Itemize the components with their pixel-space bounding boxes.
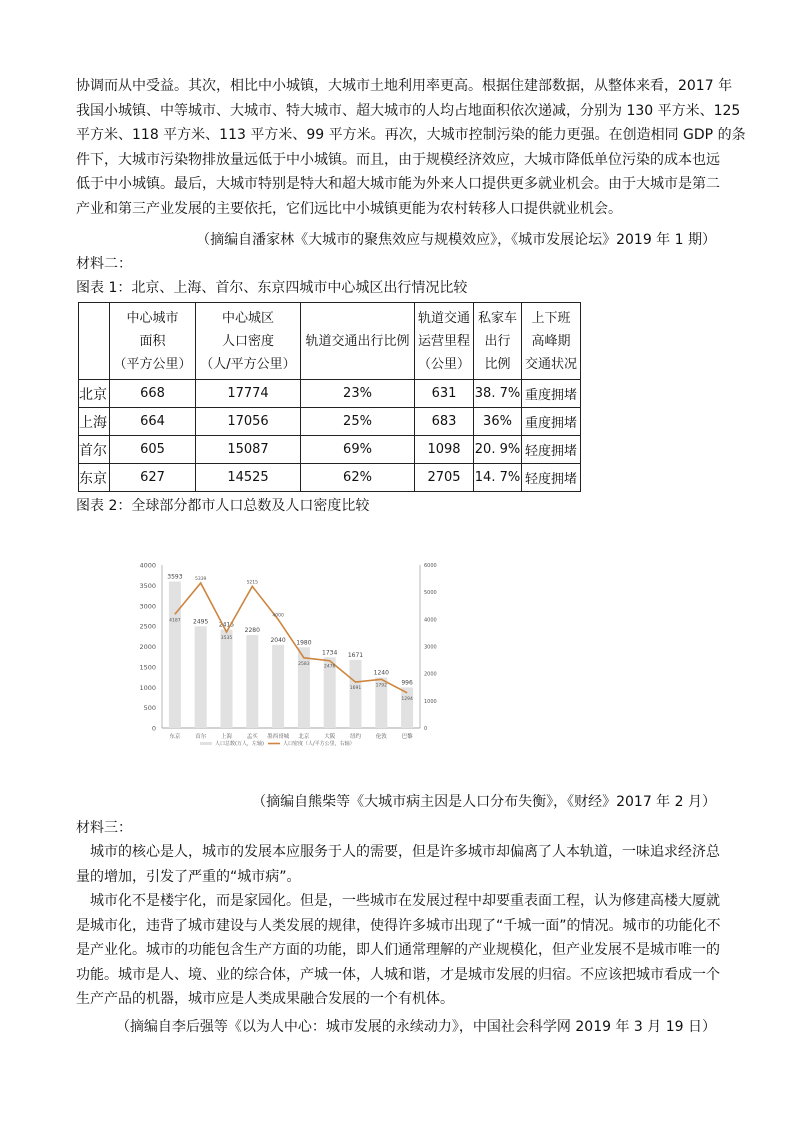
header-cell: 轨道交通出行比例 <box>301 303 415 380</box>
y-tick-right: 2000 <box>424 671 437 678</box>
bar-value-label: 2280 <box>244 627 260 635</box>
population-density-chart <box>128 555 448 747</box>
material-three-source: （摘编自李后强等《以为人中心：城市发展的永续动力》，中国社会科学网 2019 年 3 月 19 日） <box>115 1019 716 1035</box>
table-cell: 36% <box>474 408 522 436</box>
city-cell: 东京 <box>79 464 110 492</box>
bar <box>246 635 258 728</box>
x-tick-label: 巴黎 <box>401 734 413 740</box>
table-row <box>79 464 581 492</box>
y-tick-left: 1000 <box>139 683 156 692</box>
bar-value-label: 1240 <box>373 669 389 677</box>
line-value-label: 5215 <box>246 580 259 586</box>
bar <box>221 630 233 728</box>
y-tick-left: 4000 <box>139 561 156 570</box>
table-cell: 23% <box>301 380 415 408</box>
text-line: 件下，大城市污染物排放量远低于中小城镇。而且，由于规模经济效应，大城市降低单位污染的成本也远 <box>76 151 720 168</box>
table-cell: 605 <box>110 436 196 464</box>
table-cell: 69% <box>301 436 415 464</box>
table-cell: 668 <box>110 380 196 408</box>
table-cell: 62% <box>301 464 415 492</box>
table-cell: 1098 <box>415 436 474 464</box>
x-tick-label: 北京 <box>298 734 310 740</box>
text-line: 平方米、118 平方米、113 平方米、99 平方米。再次，大城市控制污染的能力更强。在创造相同 GDP 的条 <box>76 127 746 144</box>
text-line: 是产业化。城市的功能包含生产方面的功能，即人们通常理解的产业规模化，但产业发展不是城市唯一的 <box>76 942 720 959</box>
line-value-label: 1792 <box>375 683 388 689</box>
y-tick-right: 3000 <box>424 644 437 651</box>
y-tick-right: 1000 <box>424 698 437 705</box>
city-cell: 北京 <box>79 380 110 408</box>
bar <box>195 626 207 728</box>
text-line: 协调而从中受益。其次，相比中小城镇，大城市土地利用率更高。根据住建部数据，从整体来看，2017 年 <box>76 78 733 94</box>
table-cell: 14525 <box>196 464 301 492</box>
bar-value-label: 1671 <box>347 651 364 659</box>
text-line: 功能。城市是人、境、业的综合体，产城一体，人城和谐，才是城市发展的归宿。不应该把城市看成一个 <box>76 966 720 983</box>
header-cell: 中心城市 面积 （平方公里） <box>110 303 196 380</box>
y-tick-right: 4000 <box>424 617 437 624</box>
header-cell: 私家车 出行 比例 <box>474 303 522 380</box>
table-cell: 25% <box>301 408 415 436</box>
table-cell: 20. 9% <box>474 436 522 464</box>
y-tick-left: 3000 <box>139 602 156 611</box>
bar-value-label: 2495 <box>193 618 209 626</box>
density-line <box>175 583 407 693</box>
text-line: 我国小城镇、中等城市、大城市、特大城市、超大城市的人均占地面积依次递减，分别为 130 平方米、125 <box>76 102 741 119</box>
text-line: 低于中小城镇。最后，大城市特别是特大和超大城市能为外来人口提供更多就业机会。由于大城市是第二 <box>76 176 720 193</box>
table-cell: 664 <box>110 408 196 436</box>
text-line: 城市化不是楼宇化，而是家园化。但是，一些城市在发展过程中却要重表面工程，认为修建高楼大厦就 <box>90 893 720 909</box>
y-tick-left: 500 <box>143 704 156 713</box>
table-cell: 17774 <box>196 380 301 408</box>
table-cell: 重度拥堵 <box>522 408 581 436</box>
text-line: 是城市化，违背了城市建设与人类发展的规律，使得许多城市出现了“千城一面”的情况。城市的功能化不 <box>76 917 721 934</box>
y-tick-left: 3500 <box>139 581 156 590</box>
bar-value-label: 1980 <box>296 639 312 647</box>
y-tick-right: 6000 <box>424 563 437 569</box>
text-line: 城市的核心是人，城市的发展本应服务于人的需要，但是许多城市却偏离了人本轨道，一味追求经济总 <box>90 844 720 860</box>
table-row <box>79 380 581 408</box>
header-cell <box>79 303 110 380</box>
bar-value-label: 1734 <box>322 649 338 657</box>
x-tick-label: 大阪 <box>324 734 336 740</box>
header-cell: 上下班 高峰期 交通状况 <box>522 303 581 380</box>
text-line: 产业和第三产业发展的主要依托，它们远比中小城镇更能为农村转移人口提供就业机会。 <box>76 200 622 217</box>
bar <box>169 582 181 728</box>
table-cell: 轻度拥堵 <box>522 464 581 492</box>
table-cell: 14. 7% <box>474 464 522 492</box>
line-value-label: 1294 <box>401 696 413 702</box>
table-cell: 2705 <box>415 464 474 492</box>
material-three-paragraph-1 <box>76 840 720 889</box>
bar <box>401 687 413 728</box>
line-value-label: 4000 <box>272 613 284 619</box>
text-line: 量的增加，引发了严重的“城市病”。 <box>76 868 301 885</box>
x-tick-label: 墨西哥城 <box>267 734 290 740</box>
bar-value-label: 3593 <box>167 573 183 581</box>
line-value-label: 2583 <box>298 661 310 667</box>
bar <box>272 645 284 728</box>
table-cell: 重度拥堵 <box>522 380 581 408</box>
bar-value-label: 2040 <box>270 636 286 644</box>
table-cell: 627 <box>110 464 196 492</box>
table-row <box>79 436 581 464</box>
x-tick-label: 孟买 <box>246 734 258 740</box>
x-tick-label: 纽约 <box>349 734 362 740</box>
material-three-paragraph-2 <box>76 889 721 1012</box>
x-tick-label: 首尔 <box>195 734 207 740</box>
line-value-label: 1691 <box>349 686 362 692</box>
table-cell: 轻度拥堵 <box>522 436 581 464</box>
chart-caption: 图表 2：全球部分都市人口总数及人口密度比较 <box>76 498 370 514</box>
bar-value-label: 2415 <box>218 621 235 629</box>
x-tick-label: 伦敦 <box>375 734 387 740</box>
x-tick-label: 上海 <box>220 734 233 740</box>
bar <box>350 660 362 728</box>
y-tick-left: 0 <box>151 724 156 733</box>
line-value-label: 5339 <box>194 576 207 582</box>
header-cell: 轨道交通 运营里程 （公里） <box>415 303 474 380</box>
travel-comparison-table <box>78 302 581 492</box>
table-cell: 683 <box>415 408 474 436</box>
city-cell: 首尔 <box>79 436 110 464</box>
bar-value-label: 996 <box>401 679 413 687</box>
table-cell: 631 <box>415 380 474 408</box>
legend-line-label: 人口密度（人/平方公里，右轴） <box>283 741 355 747</box>
table-cell: 17056 <box>196 408 301 436</box>
line-value-label: 4187 <box>169 618 181 624</box>
table-cell: 15087 <box>196 436 301 464</box>
table-row <box>79 408 581 436</box>
y-tick-left: 2500 <box>139 622 156 631</box>
table-cell: 38. 7% <box>474 380 522 408</box>
material-two-source: （摘编自熊柴等《大城市病主因是人口分布失衡》，《财经》2017 年 2 月） <box>252 794 716 810</box>
table-caption: 图表 1：北京、上海、首尔、东京四城市中心城区出行情况比较 <box>76 280 468 296</box>
table-header-row <box>79 303 581 380</box>
x-tick-label: 东京 <box>169 734 181 740</box>
y-tick-left: 2000 <box>139 643 156 651</box>
bar <box>298 647 310 728</box>
y-tick-right: 5000 <box>424 590 437 597</box>
y-tick-right: 0 <box>424 726 428 732</box>
legend-bar-label: 人口总数(万人，左轴) <box>215 741 264 747</box>
material-two-label: 材料二： <box>76 256 132 272</box>
line-value-label: 2476 <box>323 664 336 670</box>
material-one-source: （摘编自潘家林《大城市的聚焦效应与规模效应》，《城市发展论坛》2019 年 1 期） <box>196 232 716 248</box>
line-value-label: 3535 <box>220 635 233 641</box>
material-three-label: 材料三： <box>76 820 132 836</box>
legend-bar-swatch <box>200 742 212 745</box>
material-one-paragraph <box>76 74 746 222</box>
y-tick-left: 1500 <box>139 663 156 672</box>
city-cell: 上海 <box>79 408 110 436</box>
text-line: 生产产品的机器，城市应是人类成果融合发展的一个有机体。 <box>76 991 454 1008</box>
header-cell: 中心城区 人口密度 （人/平方公里） <box>196 303 301 380</box>
